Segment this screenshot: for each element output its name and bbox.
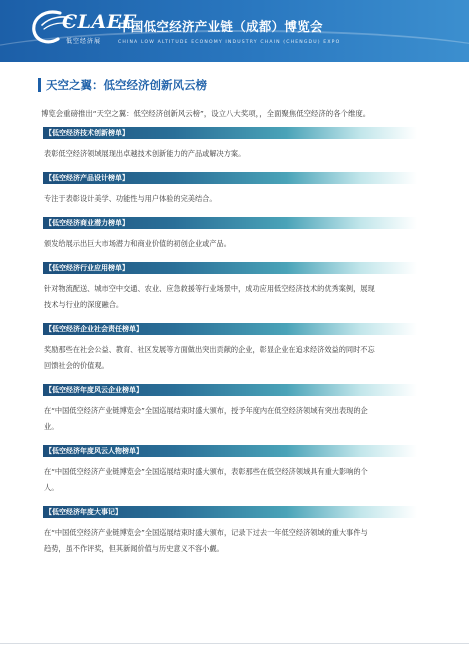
award-section-social-responsibility xyxy=(43,323,434,374)
section-heading: 【低空经济年度风云企业榜单】 xyxy=(43,384,417,396)
award-section-annual-events xyxy=(43,506,434,557)
section-body: 表彰低空经济领域展现出卓越技术创新能力的产品或解决方案。 xyxy=(44,149,246,158)
award-section-industry-application xyxy=(43,262,434,313)
page-header xyxy=(0,0,469,62)
header-title: 中国低空经济产业链（成都）博览会 xyxy=(118,19,323,34)
section-heading: 【低空经济企业社会责任榜单】 xyxy=(43,323,417,335)
main-content xyxy=(38,77,434,557)
page-title-text: 天空之翼：低空经济创新风云榜 xyxy=(46,78,207,92)
section-heading: 【低空经济产品设计榜单】 xyxy=(43,172,417,184)
section-body: 在“中国低空经济产业链博览会”全国巡展结束时盛大颁布，授予年度内在低空经济领域有突出表现的企 业。 xyxy=(44,406,368,431)
section-heading: 【低空经济年度风云人物榜单】 xyxy=(43,445,417,457)
title-accent-bar xyxy=(38,78,41,92)
logo-text: CLAEE xyxy=(62,11,137,33)
section-heading: 【低空经济行业应用榜单】 xyxy=(43,262,417,274)
intro-paragraph: 博览会重磅推出“天空之翼：低空经济创新风云榜”，设立八大奖项，，全面聚焦低空经济的各个维度。 xyxy=(41,109,371,118)
section-heading: 【低空经济技术创新榜单】 xyxy=(43,127,417,139)
award-section-annual-enterprise xyxy=(43,384,434,435)
header-subtitle-en: CHINA LOW ALTITUDE ECONOMY INDUSTRY CHAIN (CHENGDU) EXPO xyxy=(118,40,341,45)
section-body: 专注于表彰设计美学、功能性与用户体验的完美结合。 xyxy=(44,194,217,203)
section-body: 奖励那些在社会公益、教育、社区发展等方面做出突出贡献的企业，彰显企业在追求经济效益的同时不忘 回馈社会的价值观。 xyxy=(44,345,375,370)
footer-divider xyxy=(0,643,469,644)
award-section-annual-person xyxy=(43,445,434,496)
logo-subtext: 低空经济展 xyxy=(66,38,102,45)
award-section-commercial xyxy=(43,217,434,252)
section-body: 颁发给展示出巨大市场潜力和商业价值的初创企业或产品。 xyxy=(44,239,231,248)
page-title xyxy=(38,77,434,93)
section-body: 针对物流配送、城市空中交通、农业、应急救援等行业场景中，成功应用低空经济技术的优秀案例，展现 技术与行业的深度融合。 xyxy=(44,284,375,309)
section-heading: 【低空经济年度大事记】 xyxy=(43,506,417,518)
award-section-design xyxy=(43,172,434,207)
section-body: 在“中国低空经济产业链博览会”全国巡展结束时盛大颁布，表彰那些在低空经济领域具有重大影响的个 人。 xyxy=(44,467,368,492)
section-body: 在“中国低空经济产业链博览会”全国巡展结束时盛大颁布，记录下过去一年低空经济领域的重大事件与 趋势，虽不作评奖，但其新闻价值与历史意义不容小觑。 xyxy=(44,528,368,553)
award-section-technology xyxy=(43,127,434,162)
section-heading: 【低空经济商业潜力榜单】 xyxy=(43,217,417,229)
